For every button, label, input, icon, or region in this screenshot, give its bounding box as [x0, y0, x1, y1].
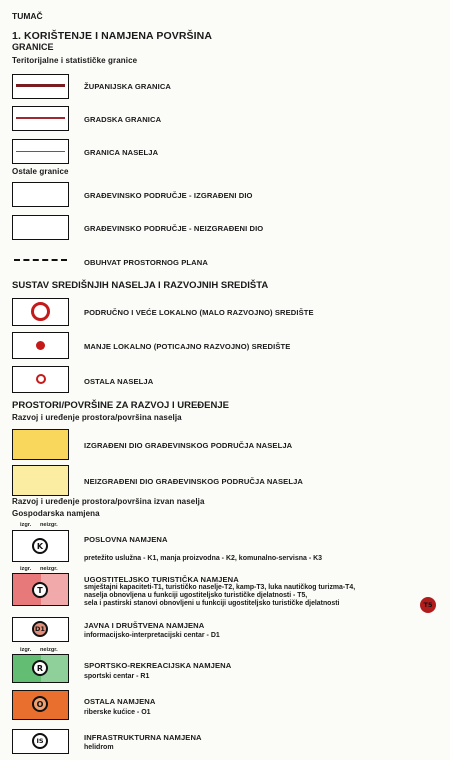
caption-unbuilt-3: neizgr.: [40, 647, 58, 653]
legend-desc-business: pretežito uslužna - K1, manja proizvodna - K2, komunalno-servisna - K3: [84, 555, 323, 562]
legend-label-local-centre: MANJE LOKALNO (POTICAJNO RAZVOJNO) SREDIŠTE: [84, 342, 291, 351]
legend-label-settlement-border: GRANICA NASELJA: [84, 148, 159, 157]
legend-swatch-business: K: [12, 530, 69, 562]
legend-swatch-regional-centre: [12, 298, 69, 326]
subheading-outside-settlements: Razvoj i uređenje prostora/površina izvan naselja: [12, 497, 205, 506]
caption-unbuilt-2: neizgr.: [40, 566, 58, 572]
legend-label-city-border: GRADSKA GRANICA: [84, 115, 162, 124]
legend-desc-tourism-3: sela i pastirski stanovi obnovljeni u funkciji ugostiteljsko turističke djelatnosti: [84, 600, 340, 607]
legend-swatch-infrastructure: IS: [12, 729, 69, 754]
subheading-territorial: Teritorijalne i statističke granice: [12, 56, 138, 65]
subheading-other-borders: Ostale granice: [12, 167, 69, 176]
legend-swatch-unbuilt-settlement-zone: [12, 465, 69, 496]
subheading-economic-use: Gospodarska namjena: [12, 509, 100, 518]
caption-unbuilt: neizgr.: [40, 522, 58, 528]
legend-swatch-local-centre: [12, 332, 69, 359]
section-heading-settlements: SUSTAV SREDIŠNJIH NASELJA I RAZVOJNIH SREDIŠTA: [12, 280, 269, 291]
legend-label-unbuilt-settlement-zone: NEIZGRAĐENI DIO GRAĐEVINSKOG PODRUČJA NASELJA: [84, 477, 303, 486]
caption-built-2: izgr.: [20, 566, 32, 572]
subheading-settlement-spaces: Razvoj i uređenje prostora/površina naselja: [12, 413, 182, 422]
legend-swatch-tourism: T: [12, 573, 69, 606]
legend-title: TUMAČ: [12, 11, 43, 21]
section-subheading-borders: GRANICE: [12, 42, 54, 52]
legend-swatch-other-use: O: [12, 690, 69, 720]
caption-built: izgr.: [20, 522, 32, 528]
legend-label-tourism: UGOSTITELJSKO TURISTIČKA NAMJENA: [84, 575, 239, 584]
legend-label-other-use: OSTALA NAMJENA: [84, 697, 156, 706]
section-heading-land-use: 1. KORIŠTENJE I NAMJENA POVRŠINA: [12, 30, 213, 42]
caption-built-3: izgr.: [20, 647, 32, 653]
section-heading-spaces: PROSTORI/POVRŠINE ZA RAZVOJ I UREĐENJE: [12, 400, 229, 411]
legend-desc-tourism-1: smještajni kapaciteti-T1, turističko naselje-T2, kamp-T3, luka nautičkog turizma-T4,: [84, 584, 356, 591]
legend-label-built-settlement-zone: IZGRAĐENI DIO GRAĐEVINSKOG PODRUČJA NASELJA: [84, 441, 293, 450]
legend-swatch-settlement-border: [12, 139, 69, 164]
legend-swatch-other-settlements: [12, 366, 69, 393]
legend-label-public: JAVNA I DRUŠTVENA NAMJENA: [84, 621, 205, 630]
legend-swatch-county-border: [12, 74, 69, 99]
legend-swatch-city-border: [12, 106, 69, 131]
legend-swatch-sport: R: [12, 654, 69, 683]
legend-swatch-public: D1: [12, 617, 69, 642]
legend-desc-sport: sportski centar - R1: [84, 673, 150, 680]
tourism-t5-badge: T5: [420, 597, 436, 613]
legend-swatch-built-settlement-zone: [12, 429, 69, 460]
legend-label-county-border: ŽUPANIJSKA GRANICA: [84, 82, 172, 91]
legend-swatch-unbuilt-construction-area: [12, 215, 69, 240]
legend-label-business: POSLOVNA NAMJENA: [84, 535, 168, 544]
legend-label-regional-centre: PODRUČNO I VEĆE LOKALNO (MALO RAZVOJNO) SREDIŠTE: [84, 308, 314, 317]
legend-desc-other-use: riberske kućice - O1: [84, 709, 151, 716]
legend-label-infrastructure: INFRASTRUKTURNA NAMJENA: [84, 733, 202, 742]
legend-swatch-built-construction-area: [12, 182, 69, 207]
legend-label-other-settlements: OSTALA NASELJA: [84, 377, 154, 386]
legend-desc-public: informacijsko-interpretacijski centar - D1: [84, 632, 220, 639]
legend-label-plan-coverage: OBUHVAT PROSTORNOG PLANA: [84, 258, 208, 267]
legend-label-built-construction-area: GRAĐEVINSKO PODRUČJE - IZGRAĐENI DIO: [84, 191, 253, 200]
legend-swatch-plan-coverage: [12, 248, 69, 273]
legend-label-sport: SPORTSKO-REKREACIJSKA NAMJENA: [84, 661, 232, 670]
legend-label-unbuilt-construction-area: GRAĐEVINSKO PODRUČJE - NEIZGRAĐENI DIO: [84, 224, 264, 233]
legend-desc-tourism-2: naselja obnovljena u funkciji ugostiteljsko turističke djelatnosti - T5,: [84, 592, 308, 599]
legend-desc-infrastructure: helidrom: [84, 744, 114, 751]
